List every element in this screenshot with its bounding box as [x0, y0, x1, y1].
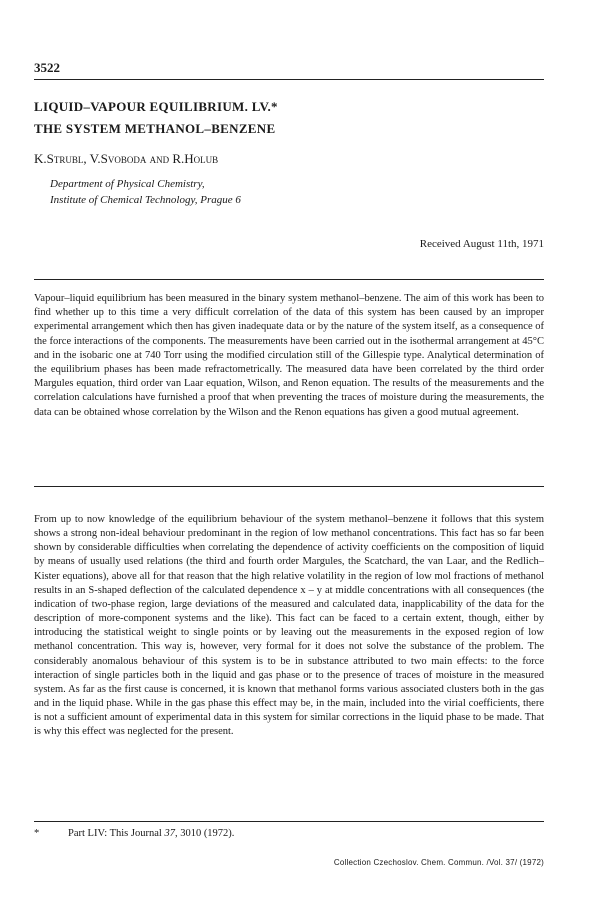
- authors: K.Strubl, V.Svoboda and R.Holub: [34, 151, 219, 166]
- affiliation-line-1: Department of Physical Chemistry,: [50, 178, 205, 190]
- article-title: [34, 96, 554, 140]
- journal-footer: Collection Czechoslov. Chem. Commun. /Vol. 37/ (1972): [333, 858, 544, 867]
- abstract: Vapour–liquid equilibrium has been measured in the binary system methanol–benzene. The aim of this work has been to find whether up to this time a very difficult correlation of the data of this system has been caused by an improper experimental arrangement which then has given inadequate data or by the nature of the system itself, as a consequence of the force interactions of the components. The measurements have been carried out in the isothermal arrangement at 45°C and in the isobaric one at 740 Torr using the modified circulation still of the Gillespie type. Analytical determination of the equilibrium phases has been made refractometrically. The measured data have been correlated by the third order Margules equation, third order van Laar equation, Wilson, and Renon equation. The results of the measurements and the correlation calculations have furnished a proof that when preventing the traces of moisture during the measurements, the data can be obtained whose correlation by the Wilson and the Renon equations has given a good mutual agreement.: [34, 293, 544, 418]
- footnote-mark: *: [34, 828, 40, 839]
- footnote: [34, 828, 234, 839]
- abstract-top-rule: [34, 279, 544, 280]
- footnote-text-before: Part LIV: This Journal: [68, 828, 165, 839]
- footnote-text-after: , 3010 (1972).: [174, 828, 235, 839]
- title-line-2: THE SYSTEM METHANOL–BENZENE: [34, 121, 276, 136]
- footnote-rule: [34, 821, 544, 822]
- page-number: 3522: [34, 60, 60, 75]
- received-date: Received August 11th, 1971: [419, 238, 544, 250]
- abstract-bottom-rule: [34, 486, 544, 487]
- body-paragraph: From up to now knowledge of the equilibrium behaviour of the system methanol–benzene it follows that this system shows a strong non-ideal behaviour predominant in the region of low methanol concentrations. This fact has so far been shown by considerable difficulties when correlating the dependence of activity coefficients on the composition of liquid by means of usually used relations (the third and fourth order Margules, the Scatchard, the van Laar, and the Redlich–Kister equations), above all for that reason that the high relative volatility in the region of low mol fractions of methanol results in an S-shaped deflection of the calculated dependence x – y at middle concentrations with all consequences (the indication of two-phase region, large deviations of the measured and calculated data, inapplicability of the data for the description of more-component systems and the like). This fact can be faced to a certain extent, though, either by introducing the statistical weight to single points or by leaving out the measurements in the exposed region of low methanol concentration. This way is, however, very formal for it does not solve the substance of the problem. The considerably anomalous behaviour of this system is to be in substance attributed to two main effects: to the force interaction of single particles both in the liquid and gas phase or to the presence of traces of moisture in the measured system. As far as the first cause is concerned, it is known that methanol forms various associated clusters both in the gas and in the liquid phase. While in the gas phase this effect may be, in the main, included into the virial coefficients, there is not a sufficient amount of experimental data in this system for similar corrections in the liquid phase to be made. That is why this effect was neglected for the present.: [34, 514, 544, 738]
- affiliation: [50, 176, 241, 208]
- header-rule: [34, 79, 544, 80]
- footnote-volume: 37: [164, 828, 175, 839]
- affiliation-line-2: Institute of Chemical Technology, Prague 6: [50, 194, 241, 206]
- title-line-1: LIQUID–VAPOUR EQUILIBRIUM. LV.*: [34, 99, 278, 114]
